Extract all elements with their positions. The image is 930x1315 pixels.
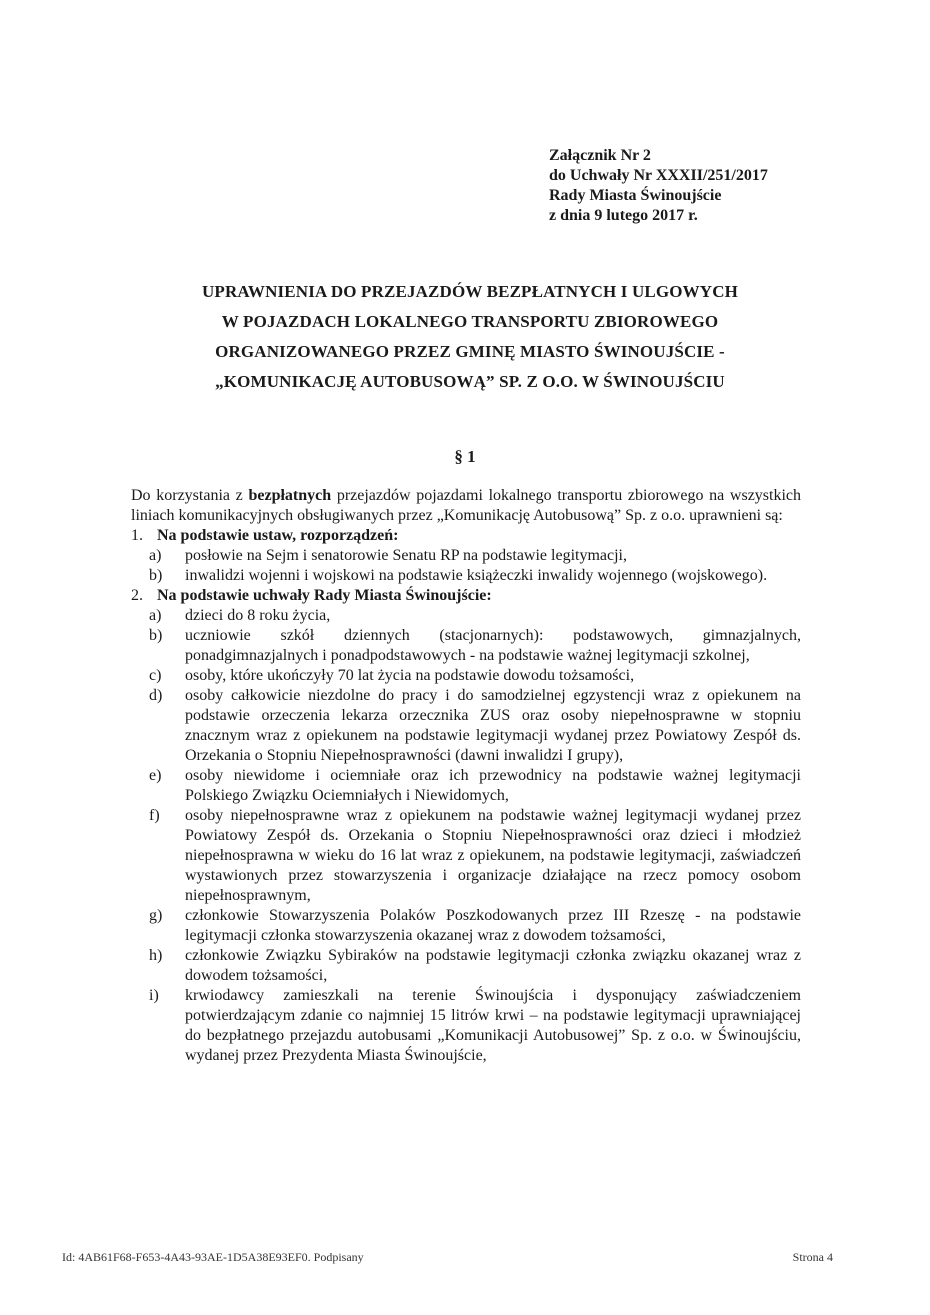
resolution-date: z dnia 9 lutego 2017 r. xyxy=(549,207,698,224)
item-text: dzieci do 8 roku życia, xyxy=(185,607,331,624)
item-text: osoby całkowicie niezdolne do pracy i do samodzielnej egzystencji wraz z opiekunem na podstawie orzeczenia lekarza orzecznika ZUS oraz osoby niepełnosprawne w stopniu znacznym wraz z opiekunem na podstawie legitymacji wydanej przez Powiatowy Zespół ds. Orzekania o Stopniu Niepełnosprawności (dawni inwalidzi I grupy), xyxy=(185,687,801,764)
list-item xyxy=(131,546,801,566)
list-item xyxy=(131,686,801,766)
item-label: h) xyxy=(149,947,163,964)
section-title: Na podstawie uchwały Rady Miasta Świnoujście: xyxy=(157,587,492,604)
attachment-number: Załącznik Nr 2 xyxy=(549,147,651,164)
item-text: uczniowie szkół dziennych (stacjonarnych): podstawowych, gimnazjalnych, ponadgimnazjalnych i ponadpodstawowych - na podstawie ważnej legitymacji szkolnej, xyxy=(185,627,801,664)
list-item xyxy=(131,986,801,1066)
title-line-2: W POJAZDACH LOKALNEGO TRANSPORTU ZBIOROWEGO xyxy=(221,312,719,331)
item-label: b) xyxy=(149,567,163,584)
list-item xyxy=(131,906,801,946)
item-text: krwiodawcy zamieszkali na terenie Świnoujścia i dysponujący zaświadczeniem potwierdzającym zdanie co najmniej 15 litrów krwi – na podstawie legitymacji uprawniającej do bezpłatnego przejazdu autobusami „Komunikacji Autobusowej” Sp. z o.o. w Świnoujściu, wydanej przez Prezydenta Miasta Świnoujście, xyxy=(185,987,801,1064)
item-label: c) xyxy=(149,667,162,684)
item-label: d) xyxy=(149,687,163,704)
item-label: a) xyxy=(149,607,162,624)
paragraph-mark: § 1 xyxy=(454,447,476,466)
intro-paragraph xyxy=(131,486,801,526)
resolution-number: do Uchwały Nr XXXII/251/2017 xyxy=(549,167,768,184)
section-title: Na podstawie ustaw, rozporządzeń: xyxy=(157,527,399,544)
item-label: f) xyxy=(149,807,160,824)
title-line-3: ORGANIZOWANEGO PRZEZ GMINĘ MIASTO ŚWINOUJŚCIE - xyxy=(215,342,725,361)
title-line-1: UPRAWNIENIA DO PRZEJAZDÓW BEZPŁATNYCH I ULGOWYCH xyxy=(202,282,738,301)
intro-bold: bezpłatnych xyxy=(248,487,332,504)
intro-after: przejazdów pojazdami lokalnego transportu zbiorowego na wszystkich liniach komunikacyjnych obsługiwanych przez „Komunikację Autobusową” Sp. z o.o. uprawnieni są: xyxy=(131,487,802,524)
item-text: inwalidzi wojenni i wojskowi na podstawie książeczki inwalidy wojennego (wojskowego). xyxy=(185,567,768,584)
item-text: osoby niewidome i ociemniałe oraz ich przewodnicy na podstawie ważnej legitymacji Polskiego Związku Ociemniałych i Niewidomych, xyxy=(185,767,801,804)
item-text: członkowie Stowarzyszenia Polaków Poszkodowanych przez III Rzeszę - na podstawie legitymacji członka stowarzyszenia okazanej wraz z dowodem tożsamości, xyxy=(185,907,801,944)
intro-before: Do korzystania z xyxy=(131,487,249,504)
item-text: osoby, które ukończyły 70 lat życia na podstawie dowodu tożsamości, xyxy=(185,667,635,684)
document-body xyxy=(131,486,801,1066)
list-item xyxy=(131,946,801,986)
item-label: g) xyxy=(149,907,163,924)
list-item xyxy=(131,806,801,906)
item-text: posłowie na Sejm i senatorowie Senatu RP na podstawie legitymacji, xyxy=(185,547,627,564)
section-2 xyxy=(131,586,801,606)
council-name: Rady Miasta Świnoujście xyxy=(549,187,722,204)
document-id: Id: 4AB61F68-F653-4A43-93AE-1D5A38E93EF0. Podpisany xyxy=(62,1250,364,1264)
list-item xyxy=(131,626,801,666)
section-number: 1. xyxy=(131,527,143,544)
document-title xyxy=(120,277,820,397)
section-1 xyxy=(131,526,801,546)
title-line-4: „KOMUNIKACJĘ AUTOBUSOWĄ” SP. Z O.O. W ŚWINOUJŚCIU xyxy=(215,372,725,391)
item-label: i) xyxy=(149,987,159,1004)
list-item xyxy=(131,766,801,806)
list-item xyxy=(131,666,801,686)
item-label: b) xyxy=(149,627,163,644)
item-text: członkowie Związku Sybiraków na podstawie legitymacji członka związku okazanej wraz z dowodem tożsamości, xyxy=(185,947,801,984)
item-text: osoby niepełnosprawne wraz z opiekunem na podstawie ważnej legitymacji wydanej przez Powiatowy Zespół ds. Orzekania o Stopniu Niepełnosprawności oraz dzieci i młodzież niepełnosprawna w wieku do 16 lat wraz z opiekunem, na podstawie legitymacji, zaświadczeń wystawionych przez stowarzyszenia i organizacje działające na rzecz pomocy osobom niepełnosprawnym, xyxy=(185,807,801,904)
page-number: Strona 4 xyxy=(792,1250,833,1264)
attachment-header xyxy=(549,146,768,226)
item-label: a) xyxy=(149,547,162,564)
list-item xyxy=(131,566,801,586)
section-number: 2. xyxy=(131,587,143,604)
list-item xyxy=(131,606,801,626)
item-label: e) xyxy=(149,767,162,784)
